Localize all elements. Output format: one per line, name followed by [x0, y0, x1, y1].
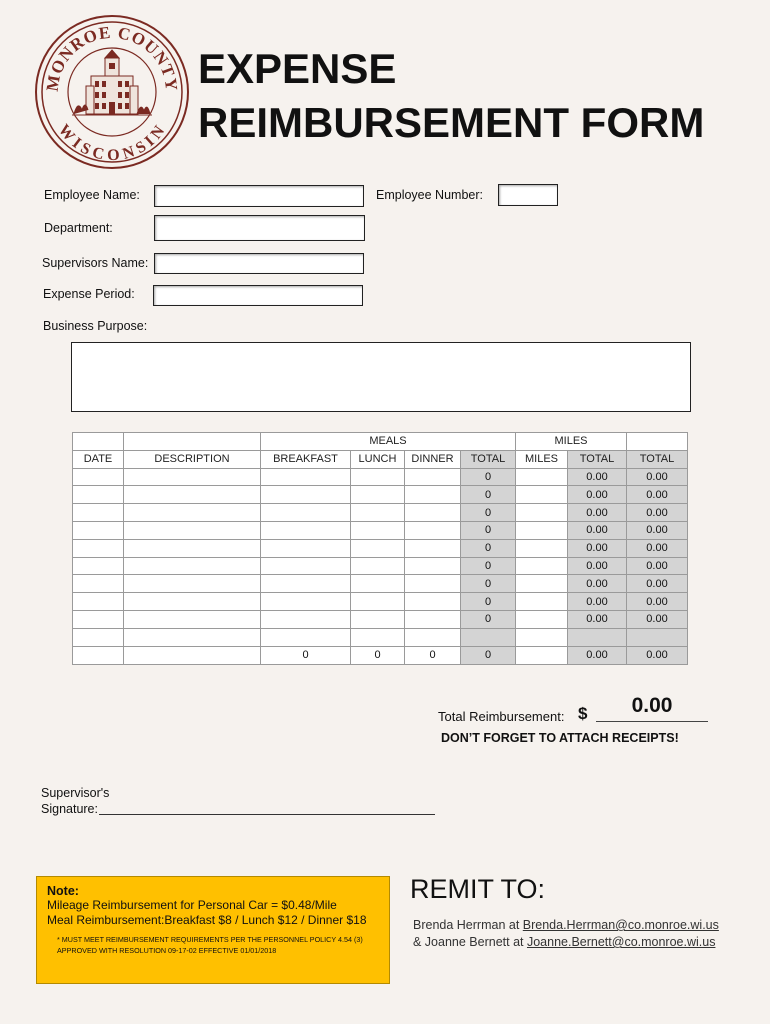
table-row: [73, 593, 688, 611]
breakfast-cell[interactable]: [261, 610, 351, 628]
courthouse-illustration: [72, 50, 152, 115]
attach-receipts-reminder: DON’T FORGET TO ATTACH RECEIPTS!: [441, 731, 679, 745]
dinner-cell[interactable]: [405, 610, 461, 628]
breakfast-cell[interactable]: [261, 486, 351, 504]
business-purpose-label: Business Purpose:: [43, 319, 148, 333]
miles-total-cell: [568, 628, 627, 646]
grand-total-cell: 0.00: [627, 557, 688, 575]
col-header-meals-total: TOTAL: [461, 450, 516, 468]
col-header-grand-total: TOTAL: [627, 450, 688, 468]
joanne-email-link[interactable]: Joanne.Bernett@co.monroe.wi.us: [526, 935, 716, 949]
supervisors-name-field[interactable]: [154, 253, 364, 274]
title-line2: REIMBURSEMENT FORM: [198, 99, 705, 146]
grand-total-sum: 0.00: [627, 646, 688, 664]
miles-total-cell: 0.00: [568, 557, 627, 575]
policy-fine-print: [47, 934, 379, 956]
table-row: [73, 521, 688, 539]
department-label: Department:: [44, 221, 113, 235]
dinner-cell[interactable]: [405, 557, 461, 575]
grand-total-cell: 0.00: [627, 575, 688, 593]
grand-total-cell: [627, 628, 688, 646]
note-box: [36, 876, 390, 984]
table-row: [73, 486, 688, 504]
lunch-cell[interactable]: [351, 539, 405, 557]
breakfast-cell[interactable]: [261, 628, 351, 646]
meals-total-sum: 0: [461, 646, 516, 664]
contact1-prefix: Brenda Herrman at: [413, 918, 523, 932]
miles-cell[interactable]: [516, 539, 568, 557]
miles-cell[interactable]: [516, 610, 568, 628]
dinner-cell[interactable]: [405, 539, 461, 557]
description-cell[interactable]: [124, 468, 261, 486]
miles-total-cell: 0.00: [568, 593, 627, 611]
date-cell[interactable]: [73, 593, 124, 611]
supervisors-name-label: Supervisors Name:: [42, 256, 149, 270]
dinner-cell[interactable]: [405, 628, 461, 646]
policy-line2: APPROVED WITH RESOLUTION 09-17-02 EFFECTIVE 01/01/2018: [57, 946, 277, 955]
department-field[interactable]: [154, 215, 365, 241]
lunch-cell[interactable]: [351, 557, 405, 575]
miles-cell[interactable]: [516, 504, 568, 522]
remit-heading: REMIT TO:: [410, 874, 546, 904]
description-cell[interactable]: [124, 575, 261, 593]
date-cell[interactable]: [73, 575, 124, 593]
lunch-cell[interactable]: [351, 468, 405, 486]
dinner-cell[interactable]: [405, 486, 461, 504]
note-heading: Note:: [47, 884, 79, 898]
monroe-county-seal: [34, 14, 190, 170]
miles-total-sum: 0.00: [568, 646, 627, 664]
description-cell[interactable]: [124, 557, 261, 575]
employee-name-label: Employee Name:: [44, 188, 140, 202]
description-cell[interactable]: [124, 628, 261, 646]
miles-total-cell: 0.00: [568, 504, 627, 522]
meals-group-header: MEALS: [261, 433, 516, 451]
table-group-header-empty: [73, 433, 124, 451]
description-cell[interactable]: [124, 504, 261, 522]
col-header-date: DATE: [73, 450, 124, 468]
miles-cell[interactable]: [516, 593, 568, 611]
meals-total-cell: 0: [461, 575, 516, 593]
miles-sum: [516, 646, 568, 664]
date-cell[interactable]: [73, 521, 124, 539]
miles-total-cell: 0.00: [568, 468, 627, 486]
total-reimbursement-label: Total Reimbursement:: [438, 709, 565, 724]
miles-cell[interactable]: [516, 521, 568, 539]
col-header-description: DESCRIPTION: [124, 450, 261, 468]
date-cell[interactable]: [73, 468, 124, 486]
grand-total-cell: 0.00: [627, 486, 688, 504]
meals-total-cell: 0: [461, 610, 516, 628]
description-cell[interactable]: [124, 521, 261, 539]
grand-total-cell: 0.00: [627, 593, 688, 611]
table-row: [73, 557, 688, 575]
breakfast-cell[interactable]: [261, 504, 351, 522]
miles-total-cell: 0.00: [568, 539, 627, 557]
meals-total-cell: 0: [461, 504, 516, 522]
miles-total-cell: 0.00: [568, 575, 627, 593]
breakfast-cell[interactable]: [261, 557, 351, 575]
breakfast-sum: 0: [261, 646, 351, 664]
employee-number-label: Employee Number:: [376, 188, 483, 202]
meals-total-cell: 0: [461, 539, 516, 557]
lunch-cell[interactable]: [351, 486, 405, 504]
description-cell[interactable]: [124, 610, 261, 628]
svg-text:WISCONSIN: [54, 122, 169, 165]
meals-total-cell: [461, 628, 516, 646]
meal-rate-note: Meal Reimbursement:Breakfast $8 / Lunch $12 / Dinner $18: [47, 912, 367, 927]
miles-cell[interactable]: [516, 575, 568, 593]
miles-cell[interactable]: [516, 468, 568, 486]
total-reimbursement-value: 0.00: [596, 694, 708, 722]
table-group-header-empty: [627, 433, 688, 451]
description-cell[interactable]: [124, 593, 261, 611]
col-header-miles: MILES: [516, 450, 568, 468]
description-cell[interactable]: [124, 486, 261, 504]
dinner-cell[interactable]: [405, 575, 461, 593]
contact-joanne: [413, 935, 715, 949]
table-row: [73, 468, 688, 486]
table-row: [73, 610, 688, 628]
dinner-cell[interactable]: [405, 504, 461, 522]
table-row: [73, 628, 688, 646]
table-row: [73, 504, 688, 522]
title-line1: EXPENSE: [198, 45, 397, 92]
lunch-cell[interactable]: [351, 575, 405, 593]
policy-line1: * MUST MEET REIMBURSEMENT REQUIREMENTS PER THE PERSONNEL POLICY 4.54 (3): [57, 935, 363, 944]
date-cell[interactable]: [73, 610, 124, 628]
description-cell[interactable]: [124, 539, 261, 557]
miles-cell[interactable]: [516, 557, 568, 575]
date-cell[interactable]: [73, 486, 124, 504]
dinner-cell[interactable]: [405, 593, 461, 611]
breakfast-cell[interactable]: [261, 468, 351, 486]
form-title: [198, 42, 704, 150]
meals-total-cell: 0: [461, 468, 516, 486]
miles-cell[interactable]: [516, 486, 568, 504]
grand-total-cell: 0.00: [627, 504, 688, 522]
miles-total-cell: 0.00: [568, 486, 627, 504]
meals-total-cell: 0: [461, 486, 516, 504]
signature-label-line1: Supervisor's: [41, 786, 110, 800]
breakfast-cell[interactable]: [261, 539, 351, 557]
employee-name-field[interactable]: [154, 185, 364, 207]
expense-table: [72, 432, 688, 665]
col-header-lunch: LUNCH: [351, 450, 405, 468]
contact-brenda: [413, 918, 719, 932]
table-row: [73, 575, 688, 593]
meals-total-cell: 0: [461, 521, 516, 539]
dinner-cell[interactable]: [405, 521, 461, 539]
lunch-cell[interactable]: [351, 628, 405, 646]
date-cell[interactable]: [73, 504, 124, 522]
totals-row: [73, 646, 688, 664]
breakfast-cell[interactable]: [261, 593, 351, 611]
breakfast-cell[interactable]: [261, 575, 351, 593]
grand-total-cell: 0.00: [627, 539, 688, 557]
col-header-breakfast: BREAKFAST: [261, 450, 351, 468]
lunch-cell[interactable]: [351, 504, 405, 522]
expense-period-label: Expense Period:: [43, 287, 135, 301]
business-purpose-field[interactable]: [71, 342, 691, 412]
date-cell[interactable]: [73, 557, 124, 575]
meals-total-cell: 0: [461, 593, 516, 611]
currency-symbol: $: [578, 704, 588, 723]
lunch-cell[interactable]: [351, 610, 405, 628]
grand-total-cell: 0.00: [627, 610, 688, 628]
totals-cell: [124, 646, 261, 664]
table-row: [73, 539, 688, 557]
expense-period-field[interactable]: [153, 285, 363, 306]
dinner-cell[interactable]: [405, 468, 461, 486]
signature-label-line2: Signature:: [41, 802, 98, 816]
employee-number-field[interactable]: [498, 184, 558, 206]
mileage-rate-note: Mileage Reimbursement for Personal Car = $0.48/Mile: [47, 898, 337, 912]
totals-cell: [73, 646, 124, 664]
dinner-sum: 0: [405, 646, 461, 664]
lunch-sum: 0: [351, 646, 405, 664]
breakfast-cell[interactable]: [261, 521, 351, 539]
miles-total-cell: 0.00: [568, 521, 627, 539]
grand-total-cell: 0.00: [627, 521, 688, 539]
miles-total-cell: 0.00: [568, 610, 627, 628]
seal-top-text: MONROE COUNTY: [42, 22, 182, 93]
seal-bottom-text: WISCONSIN: [54, 121, 170, 165]
grand-total-cell: 0.00: [627, 468, 688, 486]
col-header-dinner: DINNER: [405, 450, 461, 468]
supervisor-signature-label: [41, 785, 109, 817]
date-cell[interactable]: [73, 628, 124, 646]
lunch-cell[interactable]: [351, 521, 405, 539]
lunch-cell[interactable]: [351, 593, 405, 611]
brenda-email-link[interactable]: Brenda.Herrman@co.monroe.wi.us: [522, 918, 719, 932]
meals-total-cell: 0: [461, 557, 516, 575]
miles-cell[interactable]: [516, 628, 568, 646]
col-header-miles-total: TOTAL: [568, 450, 627, 468]
table-group-header-empty: [124, 433, 261, 451]
contact2-prefix: & Joanne Bernett at: [413, 935, 527, 949]
date-cell[interactable]: [73, 539, 124, 557]
signature-line[interactable]: [99, 814, 435, 815]
miles-group-header: MILES: [516, 433, 627, 451]
